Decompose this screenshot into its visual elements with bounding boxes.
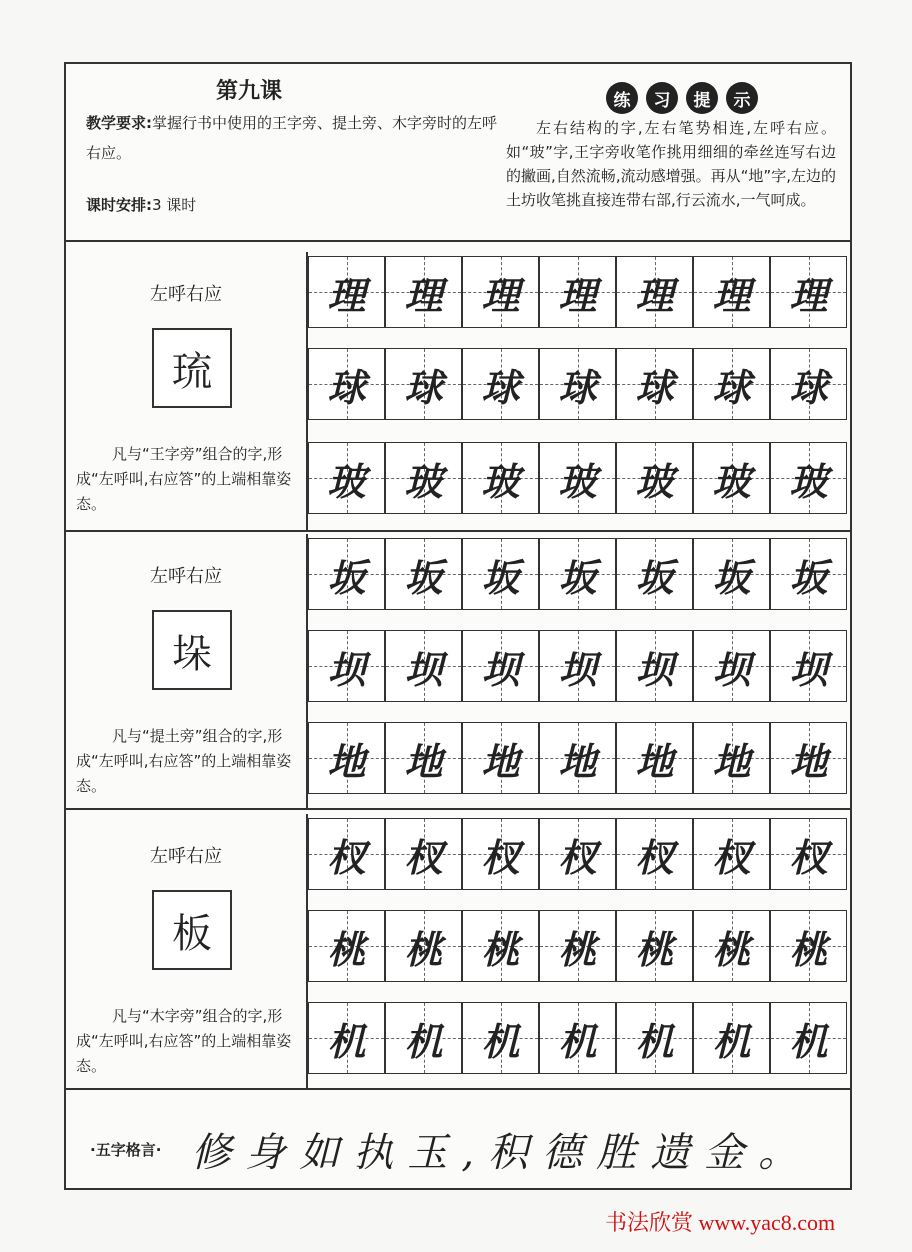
grid-cell: 球 xyxy=(770,348,847,420)
section-label: 左呼右应 xyxy=(150,566,222,587)
grid-cell: 机 xyxy=(385,1002,462,1074)
section-earth-radical xyxy=(66,534,850,810)
grid-cell: 坝 xyxy=(770,630,847,702)
grid-cell: 理 xyxy=(616,256,693,328)
grid-cell: 理 xyxy=(308,256,385,328)
grid-cell: 球 xyxy=(385,348,462,420)
grid-cell: 球 xyxy=(693,348,770,420)
section-label: 左呼右应 xyxy=(150,284,222,305)
motto-label: ·五字格言· xyxy=(90,1140,162,1159)
schedule xyxy=(86,194,196,215)
grid-cell: 桃 xyxy=(462,910,539,982)
grid-cell: 坂 xyxy=(616,538,693,610)
grid-cell: 坂 xyxy=(539,538,616,610)
practice-row xyxy=(308,722,850,794)
grid-cell: 地 xyxy=(308,722,385,794)
practice-row xyxy=(308,256,850,328)
section-info xyxy=(66,252,308,530)
requirement-text: 掌握行书中使用的王字旁、提土旁、木字旁时的左呼右应。 xyxy=(86,114,498,162)
practice-row xyxy=(308,348,850,420)
grid-cell: 地 xyxy=(385,722,462,794)
grid-cell: 玻 xyxy=(770,442,847,514)
grid-cell: 地 xyxy=(539,722,616,794)
grid-cell: 机 xyxy=(539,1002,616,1074)
grid-cell: 坝 xyxy=(385,630,462,702)
grid-cell: 坂 xyxy=(385,538,462,610)
grid-cell: 球 xyxy=(616,348,693,420)
practice-row xyxy=(308,910,850,982)
example-char: 琉 xyxy=(152,328,232,408)
tips-heading-char: 习 xyxy=(646,82,678,114)
grid-cell: 地 xyxy=(693,722,770,794)
grid-cell: 坝 xyxy=(462,630,539,702)
practice-row xyxy=(308,630,850,702)
grid-cell: 地 xyxy=(462,722,539,794)
grid-cell: 桃 xyxy=(616,910,693,982)
example-char: 板 xyxy=(152,890,232,970)
grid-cell: 杈 xyxy=(616,818,693,890)
section-wood-radical xyxy=(66,814,850,1090)
practice-row xyxy=(308,442,850,514)
practice-sheet xyxy=(64,62,852,1190)
grid-cell: 理 xyxy=(539,256,616,328)
tips-text: 左右结构的字,左右笔势相连,左呼右应。如“玻”字,王字旁收笔作挑用细细的牵丝连写右边的撇画,自然流畅,流动感增强。再从“地”字,左边的土坊收笔挑直接连带右部,行云流水,一气呵成。 xyxy=(506,119,836,209)
grid-cell: 坂 xyxy=(770,538,847,610)
practice-row xyxy=(308,818,850,890)
grid-cell: 坂 xyxy=(308,538,385,610)
grid-cell: 理 xyxy=(462,256,539,328)
grid-cell: 地 xyxy=(616,722,693,794)
tips-heading-char: 示 xyxy=(726,82,758,114)
grid-cell: 杈 xyxy=(308,818,385,890)
requirement-label: 教学要求: xyxy=(86,114,152,132)
grid-cell: 理 xyxy=(693,256,770,328)
section-description: 凡与“王字旁”组合的字,形成“左呼叫,右应答”的上端相靠姿态。 xyxy=(76,445,292,513)
grid-cell: 玻 xyxy=(616,442,693,514)
tips-heading xyxy=(606,82,758,114)
section-description: 凡与“木字旁”组合的字,形成“左呼叫,右应答”的上端相靠姿态。 xyxy=(76,1007,292,1075)
grid-cell: 坂 xyxy=(462,538,539,610)
grid-cell: 桃 xyxy=(308,910,385,982)
grid-cell: 地 xyxy=(770,722,847,794)
grid-cell: 桃 xyxy=(770,910,847,982)
grid-cell: 机 xyxy=(770,1002,847,1074)
schedule-text: 3 课时 xyxy=(152,196,197,214)
grid-cell: 球 xyxy=(539,348,616,420)
watermark: 书法欣赏 www.yac8.com xyxy=(605,1210,836,1235)
grid-cell: 坝 xyxy=(616,630,693,702)
motto-text: 修身如执玉,积德胜遗金。 xyxy=(191,1129,813,1176)
teaching-requirement xyxy=(86,108,506,168)
grid-cell: 坂 xyxy=(693,538,770,610)
motto-bar xyxy=(66,1110,850,1188)
section-info xyxy=(66,814,308,1088)
grid-cell: 机 xyxy=(616,1002,693,1074)
section-label: 左呼右应 xyxy=(150,846,222,867)
practice-row xyxy=(308,538,850,610)
grid-cell: 理 xyxy=(770,256,847,328)
grid-cell: 玻 xyxy=(462,442,539,514)
grid-cell: 杈 xyxy=(539,818,616,890)
section-description: 凡与“提土旁”组合的字,形成“左呼叫,右应答”的上端相靠姿态。 xyxy=(76,727,292,795)
grid-cell: 球 xyxy=(308,348,385,420)
grid-cell: 坝 xyxy=(539,630,616,702)
grid-cell: 桃 xyxy=(385,910,462,982)
schedule-label: 课时安排: xyxy=(86,196,152,214)
grid-cell: 理 xyxy=(385,256,462,328)
section-wang-radical xyxy=(66,252,850,532)
grid-cell: 机 xyxy=(462,1002,539,1074)
grid-cell: 机 xyxy=(308,1002,385,1074)
grid-cell: 球 xyxy=(462,348,539,420)
section-info xyxy=(66,534,308,808)
grid-cell: 机 xyxy=(693,1002,770,1074)
grid-cell: 桃 xyxy=(693,910,770,982)
grid-cell: 玻 xyxy=(385,442,462,514)
grid-cell: 杈 xyxy=(770,818,847,890)
lesson-title: 第九课 xyxy=(216,79,283,104)
grid-cell: 坝 xyxy=(693,630,770,702)
grid-cell: 杈 xyxy=(693,818,770,890)
grid-cell: 坝 xyxy=(308,630,385,702)
tips-heading-char: 提 xyxy=(686,82,718,114)
grid-cell: 玻 xyxy=(693,442,770,514)
grid-cell: 玻 xyxy=(539,442,616,514)
grid-cell: 桃 xyxy=(539,910,616,982)
grid-cell: 杈 xyxy=(462,818,539,890)
lesson-header xyxy=(66,64,850,242)
grid-cell: 玻 xyxy=(308,442,385,514)
grid-cell: 杈 xyxy=(385,818,462,890)
tips-heading-char: 练 xyxy=(606,82,638,114)
practice-row xyxy=(308,1002,850,1074)
example-char: 垛 xyxy=(152,610,232,690)
